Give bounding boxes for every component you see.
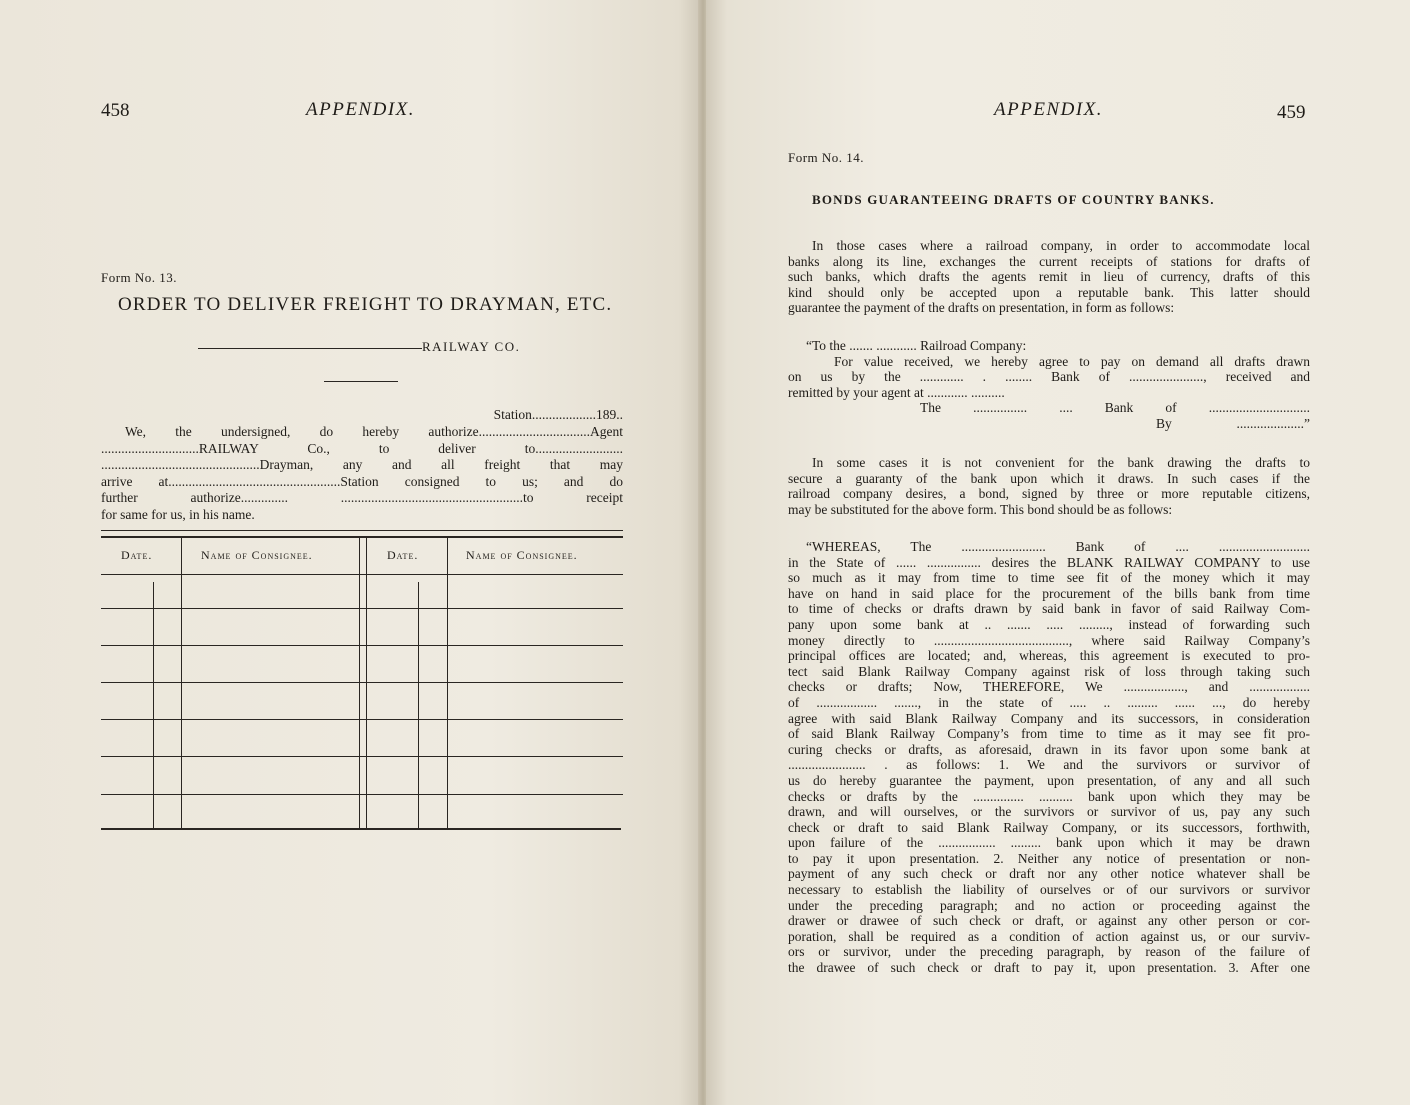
text-line: kind should only be accepted upon a reputable bank. This latter should <box>788 284 1310 300</box>
text-line: For value received, we hereby agree to pay on demand all drafts drawn <box>834 353 1310 369</box>
body-line: arrive at...................................................Station consigned to us; and do <box>101 473 623 489</box>
text-line: agree with said Blank Railway Company and its successors, in consideration <box>788 710 1310 726</box>
text-line: pany upon some bank at .. ....... ..... ........., instead of forwarding such <box>788 616 1310 632</box>
table-header-date: Date. <box>121 548 153 562</box>
form-14-title: BONDS GUARANTEEING DRAFTS OF COUNTRY BANKS. <box>812 192 1215 207</box>
form-14-number: Form No. 14. <box>788 150 865 165</box>
table-header-consignee: Name of Consignee. <box>201 548 313 562</box>
right-running-head: APPENDIX. <box>994 99 1104 120</box>
right-page-number: 459 <box>1277 102 1306 123</box>
text-line: drawn, and will ourselves, or the survivors or survivor of us, pay any such <box>788 804 1310 820</box>
text-line: to pay it upon presentation. 2. Neither any notice of presentation or non- <box>788 850 1310 866</box>
text-line: secure a guaranty of the bank upon which it draws. In such cases if the <box>788 470 1310 486</box>
station-line: Station...................189.. <box>493 407 623 422</box>
text-line: poration, shall be required as a condition of action against us, or our surviv- <box>788 928 1310 944</box>
body-line: for same for us, in his name. <box>101 506 255 522</box>
text-line: principal offices are located; and, whereas, this agreement is executed to pro- <box>788 648 1310 664</box>
intro-paragraph <box>788 238 1310 316</box>
text-line: drawer or drawee of such check or draft, or against any other person or cor- <box>788 913 1310 929</box>
body-line: further authorize.............. ......................................................to receipt <box>101 490 623 506</box>
text-line: guarantee the payment of the drafts on presentation, in form as follows: <box>788 300 1175 316</box>
text-line: “WHEREAS, The ......................... Bank of .... ........................... <box>806 539 1310 554</box>
middle-paragraph <box>788 455 1310 517</box>
railway-name-blank-line <box>198 348 422 349</box>
text-line: in the State of ...... ................ desires the BLANK RAILWAY COMPANY to use <box>788 554 1310 570</box>
left-page-number: 458 <box>101 100 130 121</box>
text-line: checks or drafts by the ............... .......... bank upon which they may be <box>788 788 1310 804</box>
text-line: check or draft to said Blank Railway Company, or its successors, forthwith, <box>788 819 1310 835</box>
text-line: so much as it may from time to time see fit of the money which it may <box>788 570 1310 586</box>
table-header-date: Date. <box>387 548 419 562</box>
text-line: such banks, which drafts the agents remit in lieu of currency, drafts of this <box>788 269 1310 285</box>
text-line: us do hereby guarantee the payment, upon presentation, of any and all such <box>788 772 1310 788</box>
body-line: ...............................................Drayman, any and all freight that may <box>101 457 623 473</box>
text-line: upon failure of the ................. ......... bank upon which it may be drawn <box>788 835 1310 851</box>
text-line: of .................. ......., in the state of ..... .. ......... ...... ..., do hereby <box>788 694 1310 710</box>
guarantee-form <box>788 338 1310 432</box>
form-13-body <box>101 424 623 524</box>
text-line: may be substituted for the above form. This bond should be as follows: <box>788 501 1173 517</box>
text-line: have on hand in said place for the procurement of the bills bank from time <box>788 585 1310 601</box>
text-line: tect said Blank Railway Company against risk of loss through taking such <box>788 663 1310 679</box>
bond-text <box>788 539 1310 976</box>
text-line: checks or drafts; Now, THEREFORE, We .................., and .................. <box>788 679 1310 695</box>
text-line: the drawee of such check or draft to pay it, upon presentation. 3. After one <box>788 960 1310 976</box>
body-line: We, the undersigned, do hereby authorize.................................Agent <box>125 424 623 439</box>
left-page <box>0 0 700 1105</box>
text-line: “To the ....... ............ Railroad Company: <box>806 338 1027 353</box>
text-line: on us by the ............. . ........ Bank of ......................, received and <box>788 369 1310 385</box>
text-line: money directly to ........................................, where said Railway Company’s <box>788 632 1310 648</box>
text-line: In those cases where a railroad company, in order to accommodate local <box>812 238 1310 253</box>
railway-co-label: RAILWAY CO. <box>422 339 521 354</box>
body-line: .............................RAILWAY Co., to deliver to.......................... <box>101 440 623 456</box>
separator-rule <box>324 381 398 382</box>
text-line: under the preceding paragraph; and no action or proceeding against the <box>788 897 1310 913</box>
text-line: ....................... . as follows: 1. We and the survivors or survivor of <box>788 757 1310 773</box>
text-line: to time of checks or drafts drawn by said bank in favor of said Railway Com- <box>788 601 1310 617</box>
text-line: ors or survivor, under the preceding paragraph, by reason of the failure of <box>788 944 1310 960</box>
form-13-number: Form No. 13. <box>101 270 178 285</box>
table-header-consignee: Name of Consignee. <box>466 548 578 562</box>
form-13-title: ORDER TO DELIVER FREIGHT TO DRAYMAN, ETC. <box>118 294 613 315</box>
text-line: banks along its line, exchanges the current receipts of stations for drafts of <box>788 253 1310 269</box>
text-line: curing checks or drafts, as aforesaid, drawn in its favor upon some bank at <box>788 741 1310 757</box>
text-line: railroad company desires, a bond, signed by three or more reputable citizens, <box>788 486 1310 502</box>
text-line: The ................ .... Bank of .............................. <box>920 400 1310 416</box>
text-line: By ....................” <box>1156 415 1310 431</box>
text-line: remitted by your agent at ............ .......... <box>788 384 1005 400</box>
text-line: of said Blank Railway Company’s from time to time as it may see fit pro- <box>788 726 1310 742</box>
text-line: necessary to establish the liability of ourselves or of our survivors or survivor <box>788 882 1310 898</box>
text-line: payment of any such check or draft nor any other notice whatever shall be <box>788 866 1310 882</box>
left-running-head: APPENDIX. <box>306 99 416 120</box>
text-line: In some cases it is not convenient for the bank drawing the drafts to <box>812 455 1310 470</box>
